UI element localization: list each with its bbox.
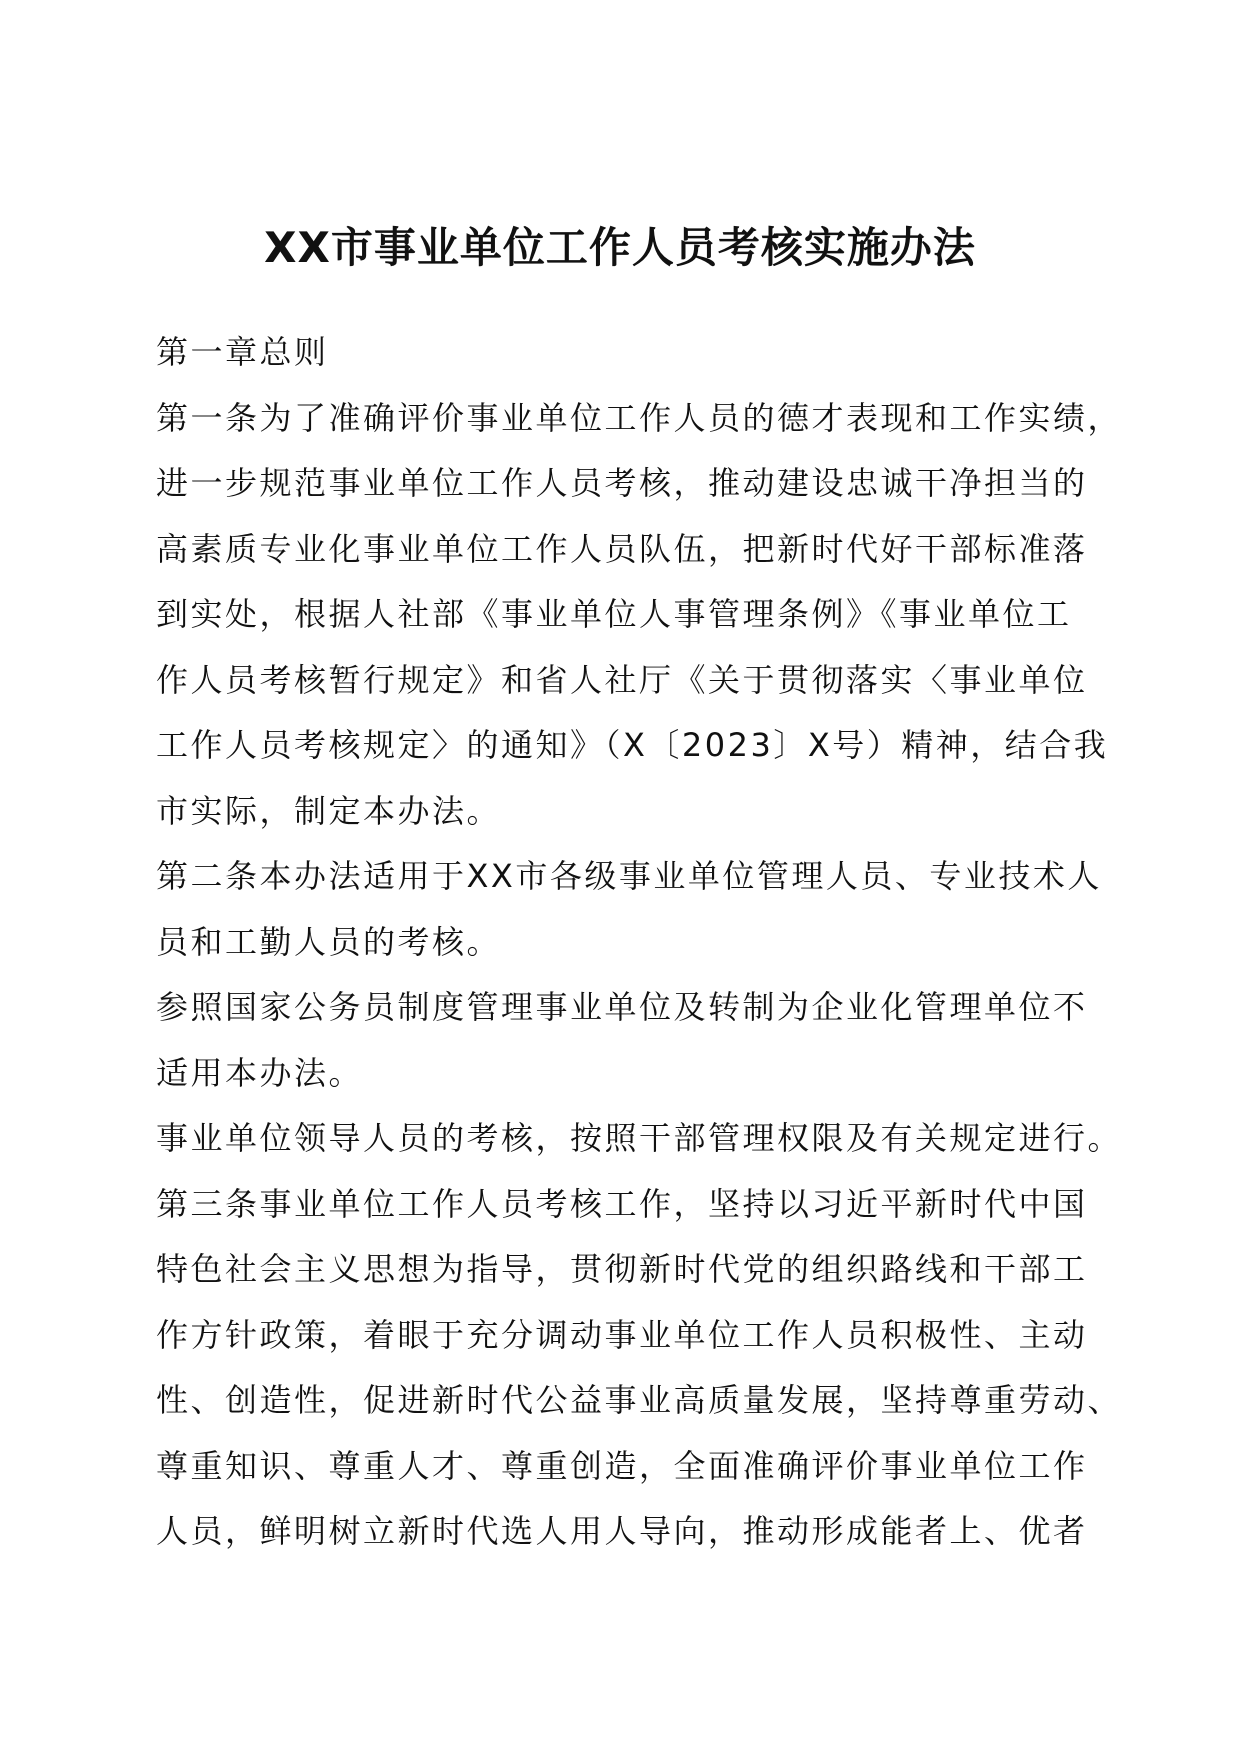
article-3-line: 第三条事业单位工作人员考核工作，坚持以习近平新时代中国 — [156, 1184, 1088, 1223]
paragraph-line: 事业单位领导人员的考核，按照干部管理权限及有关规定进行。 — [156, 1119, 1123, 1157]
paragraph-line: 适用本办法。 — [156, 1053, 364, 1092]
chapter-heading: 第一章总则 — [156, 333, 329, 371]
article-1-line: 到实处，根据人社部《事业单位人事管理条例》《事业单位工 — [156, 595, 1072, 633]
article-3-line: 性、创造性，促进新时代公益事业高质量发展，坚持尊重劳动、 — [156, 1381, 1123, 1419]
article-1-line: 市实际，制定本办法。 — [156, 791, 502, 830]
article-1-line: 进一步规范事业单位工作人员考核，推动建设忠诚干净担当的 — [156, 464, 1088, 502]
paragraph-line: 参照国家公务员制度管理事业单位及转制为企业化管理单位不 — [156, 988, 1088, 1026]
article-1-line: 作人员考核暂行规定》和省人社厅《关于贯彻落实〈事业单位 — [156, 660, 1088, 699]
article-3-line: 尊重知识、尊重人才、尊重创造，全面准确评价事业单位工作 — [156, 1446, 1088, 1485]
article-3-line: 人员，鲜明树立新时代选人用人导向，推动形成能者上、优者 — [156, 1512, 1088, 1550]
article-3-line: 特色社会主义思想为指导，贯彻新时代党的组织路线和干部工 — [156, 1250, 1088, 1288]
document-title: XX市事业单位工作人员考核实施办法 — [264, 223, 976, 272]
article-2-line: 员和工勤人员的考核。 — [156, 922, 502, 961]
article-1-line: 高素质专业化事业单位工作人员队伍，把新时代好干部标准落 — [156, 529, 1088, 568]
article-1-line: 第一条为了准确评价事业单位工作人员的德才表现和工作实绩， — [156, 398, 1123, 437]
document-body — [156, 320, 1123, 1565]
article-3-line: 作方针政策，着眼于充分调动事业单位工作人员积极性、主动 — [156, 1315, 1088, 1354]
article-1-line: 工作人员考核规定〉的通知》（X〔2023〕X号）精神，结合我 — [156, 726, 1109, 764]
article-2-line: 第二条本办法适用于XX市各级事业单位管理人员、专业技术人 — [156, 857, 1102, 895]
